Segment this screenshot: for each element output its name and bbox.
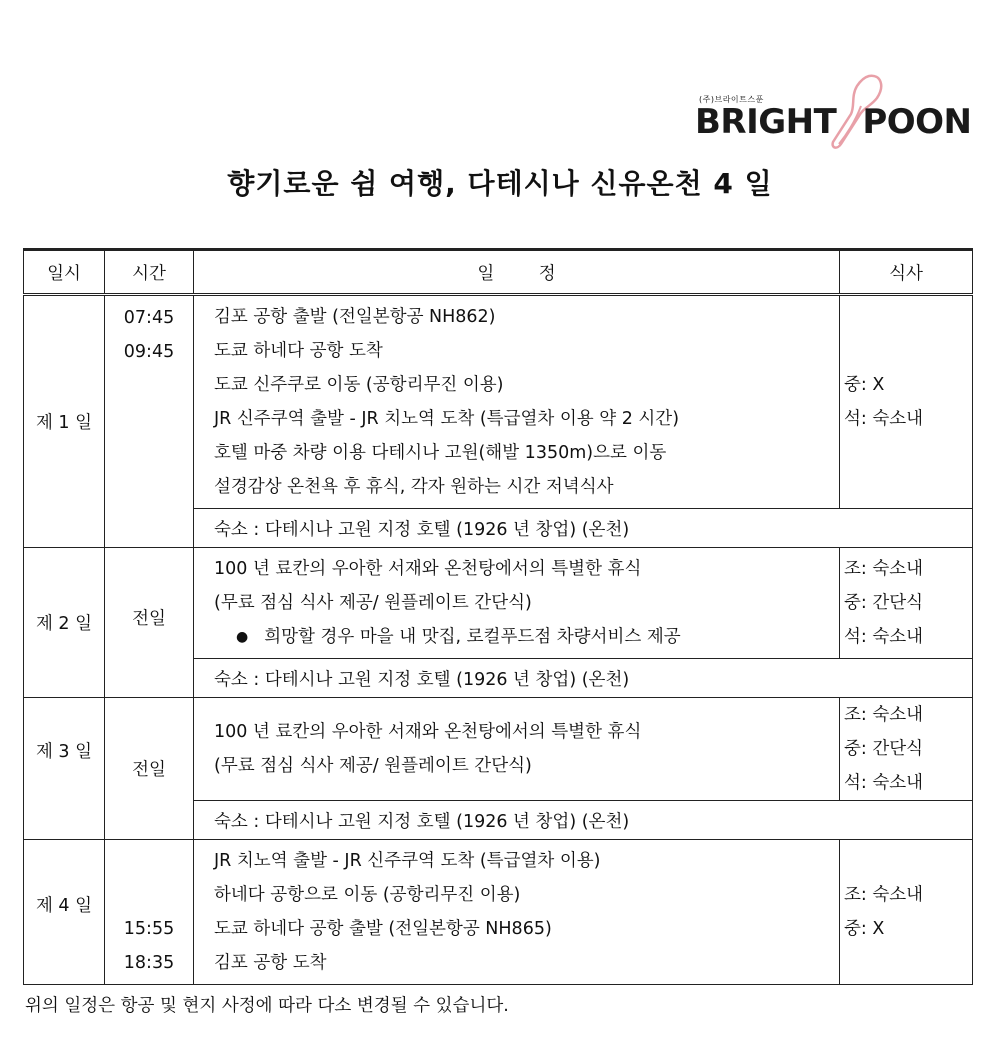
schedule-item: 도쿄 하네다 공항 출발 (전일본항공 NH865)	[214, 919, 552, 939]
schedule-item: 100 년 료칸의 우아한 서재와 온천탕에서의 특별한 휴식	[214, 722, 642, 742]
schedule-bullet-item: ● 희망할 경우 마을 내 맛집, 로컬푸드점 차량서비스 제공	[214, 620, 825, 654]
day-label: 제 2 일	[24, 548, 105, 698]
schedule-item: JR 신주쿠역 출발 - JR 치노역 도착 (특급열차 이용 약 2 시간)	[214, 409, 680, 429]
meal-cell	[840, 295, 973, 509]
company-logo	[695, 72, 972, 152]
schedule-item: 김포 공항 도착	[214, 953, 327, 973]
schedule-item: 100 년 료칸의 우아한 서재와 온천탕에서의 특별한 휴식	[214, 559, 642, 579]
itinerary-table	[23, 248, 973, 985]
time-value: 07:45	[123, 308, 175, 328]
meal-item: 중: 간단식	[844, 739, 924, 759]
schedule-cell	[194, 295, 840, 509]
time-value: 15:55	[123, 919, 175, 939]
footnote: 위의 일정은 항공 및 현지 사정에 따라 다소 변경될 수 있습니다.	[25, 996, 509, 1016]
meal-cell	[840, 548, 973, 659]
day-label: 제 1 일	[24, 295, 105, 548]
table-row	[24, 698, 973, 801]
schedule-cell	[194, 548, 840, 659]
schedule-item: 김포 공항 출발 (전일본항공 NH862)	[214, 307, 496, 327]
meal-item: 석: 숙소내	[844, 409, 924, 429]
header-schedule: 일 정	[194, 250, 840, 295]
header-time: 시간	[105, 250, 194, 295]
meal-item: 석: 숙소내	[844, 773, 924, 793]
table-row	[24, 295, 973, 509]
meal-item: 중: 간단식	[844, 593, 924, 613]
table-header-row	[24, 250, 973, 295]
logo-company-name: (주)브라이트스푼	[699, 95, 764, 104]
meal-item: 중: X	[844, 919, 885, 939]
schedule-item: (무료 점심 식사 제공/ 원플레이트 간단식)	[214, 756, 532, 776]
schedule-cell	[194, 698, 840, 801]
table-row	[24, 840, 973, 985]
schedule-item: JR 치노역 출발 - JR 신주쿠역 도착 (특급열차 이용)	[214, 851, 601, 871]
time-cell	[105, 840, 194, 985]
schedule-cell	[194, 840, 840, 985]
lodging-info: 숙소 : 다테시나 고원 지정 호텔 (1926 년 창업) (온천)	[194, 509, 973, 548]
meal-cell	[840, 840, 973, 985]
meal-cell	[840, 698, 973, 801]
meal-item: 석: 숙소내	[844, 627, 924, 647]
time-cell	[105, 295, 194, 548]
time-cell: 전일	[105, 698, 194, 840]
lodging-info: 숙소 : 다테시나 고원 지정 호텔 (1926 년 창업) (온천)	[194, 801, 973, 840]
day-label: 제 4 일	[24, 840, 105, 985]
schedule-item: 호텔 마중 차량 이용 다테시나 고원(해발 1350m)으로 이동	[214, 443, 667, 463]
header-day: 일시	[24, 250, 105, 295]
schedule-item: 도쿄 신주쿠로 이동 (공항리무진 이용)	[214, 375, 504, 395]
meal-item: 중: X	[844, 375, 885, 395]
schedule-item: 도쿄 하네다 공항 도착	[214, 341, 383, 361]
time-cell: 전일	[105, 548, 194, 698]
schedule-item: 하네다 공항으로 이동 (공항리무진 이용)	[214, 885, 521, 905]
time-value: 18:35	[123, 953, 175, 973]
lodging-info: 숙소 : 다테시나 고원 지정 호텔 (1926 년 창업) (온천)	[194, 659, 973, 698]
meal-item: 조: 숙소내	[844, 559, 924, 579]
day-label: 제 3 일	[24, 698, 105, 840]
logo-wordmark: BRIGHT POON	[695, 102, 972, 142]
meal-item: 조: 숙소내	[844, 705, 924, 725]
meal-item: 조: 숙소내	[844, 885, 924, 905]
time-value: 09:45	[123, 342, 175, 362]
table-row	[24, 548, 973, 659]
page-title: 향기로운 쉼 여행, 다테시나 신유온천 4 일	[227, 167, 773, 200]
schedule-item: 설경감상 온천욕 후 휴식, 각자 원하는 시간 저녁식사	[214, 477, 614, 497]
schedule-item: (무료 점심 식사 제공/ 원플레이트 간단식)	[214, 593, 532, 613]
header-meal: 식사	[840, 250, 973, 295]
